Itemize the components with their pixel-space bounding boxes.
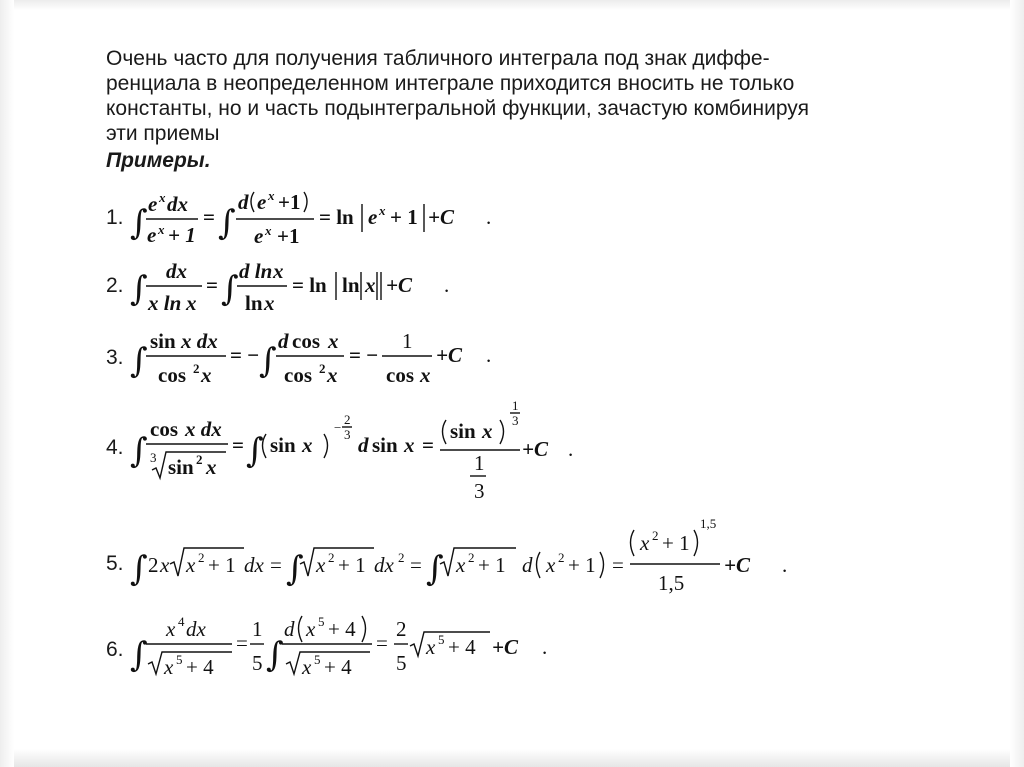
intro-paragraph bbox=[106, 46, 846, 146]
svg-text:x: x bbox=[546, 553, 556, 577]
svg-text:+C: +C bbox=[386, 273, 412, 297]
svg-text:x: x bbox=[159, 190, 166, 205]
svg-text:.: . bbox=[486, 205, 492, 229]
svg-text:= −: = − bbox=[230, 343, 260, 367]
svg-text:2: 2 bbox=[193, 361, 200, 376]
svg-text:5: 5 bbox=[176, 652, 183, 667]
svg-text:+ 1: + 1 bbox=[568, 553, 596, 577]
svg-text:x: x bbox=[316, 553, 326, 577]
svg-text:=: = bbox=[270, 553, 282, 577]
svg-text:x: x bbox=[456, 553, 466, 577]
example-number: 2. bbox=[106, 274, 124, 297]
svg-text:x: x bbox=[160, 553, 170, 577]
svg-text:x: x bbox=[186, 553, 196, 577]
svg-text:x dx: x dx bbox=[181, 329, 218, 353]
svg-text:sin: sin bbox=[168, 455, 194, 479]
svg-text:+ 1: + 1 bbox=[390, 205, 418, 229]
formula-4 bbox=[106, 398, 586, 506]
svg-text:+ 4: + 4 bbox=[448, 635, 476, 659]
svg-text:2: 2 bbox=[652, 528, 659, 543]
svg-text:5: 5 bbox=[438, 632, 445, 647]
svg-text:+1: +1 bbox=[278, 190, 301, 214]
svg-text:2: 2 bbox=[198, 550, 205, 565]
svg-text:=: = bbox=[206, 273, 218, 297]
formula-1 bbox=[106, 180, 526, 250]
svg-text:∫: ∫ bbox=[246, 431, 264, 471]
svg-text:=: = bbox=[232, 433, 244, 457]
svg-text:2: 2 bbox=[396, 617, 407, 641]
svg-text:e: e bbox=[257, 190, 267, 214]
svg-text:= −: = − bbox=[349, 343, 379, 367]
svg-text:1: 1 bbox=[402, 329, 413, 353]
svg-text:+C: +C bbox=[428, 205, 454, 229]
svg-text:x ln: x ln bbox=[148, 291, 182, 315]
svg-text:=: = bbox=[422, 433, 434, 457]
svg-text:= ln: = ln bbox=[292, 273, 327, 297]
svg-text:sin: sin bbox=[150, 329, 176, 353]
svg-text:x: x bbox=[426, 635, 436, 659]
svg-text:ln: ln bbox=[342, 273, 360, 297]
svg-text:d: d bbox=[358, 433, 369, 457]
formula-5 bbox=[106, 514, 796, 604]
svg-text:sin: sin bbox=[270, 433, 296, 457]
svg-text:3: 3 bbox=[512, 413, 519, 428]
intro-line: константы, но и часть подынтегральной функции, зачастую комбинируя bbox=[106, 97, 809, 120]
svg-text:x dx: x dx bbox=[185, 417, 222, 441]
svg-text:dx: dx bbox=[166, 259, 187, 283]
svg-text:+C: +C bbox=[492, 635, 518, 659]
slide-frame-right bbox=[1010, 0, 1024, 767]
svg-text:cos: cos bbox=[158, 363, 186, 387]
svg-text:x: x bbox=[186, 291, 197, 315]
svg-text:4: 4 bbox=[178, 614, 185, 629]
svg-text:e: e bbox=[148, 192, 158, 216]
svg-text:d: d bbox=[278, 329, 289, 353]
svg-text:x: x bbox=[164, 655, 174, 679]
svg-text:1: 1 bbox=[474, 451, 485, 475]
svg-text:+ 4: + 4 bbox=[328, 617, 356, 641]
svg-text:+ 1: + 1 bbox=[662, 531, 690, 555]
svg-text:2: 2 bbox=[344, 412, 351, 427]
svg-text:+ 1: + 1 bbox=[478, 553, 506, 577]
svg-text:x: x bbox=[640, 531, 650, 555]
svg-text:2: 2 bbox=[319, 361, 326, 376]
svg-text:x: x bbox=[264, 291, 275, 315]
svg-text:1: 1 bbox=[512, 398, 519, 413]
svg-text:cos: cos bbox=[284, 363, 312, 387]
svg-text:x: x bbox=[379, 203, 386, 218]
svg-text:∫: ∫ bbox=[266, 635, 284, 675]
svg-text:2: 2 bbox=[398, 550, 405, 565]
svg-text:∫: ∫ bbox=[130, 635, 148, 675]
intro-line: Очень часто для получения табличного интеграла под знак диффе- bbox=[106, 47, 770, 70]
svg-text:x: x bbox=[306, 617, 316, 641]
svg-text:=: = bbox=[410, 553, 422, 577]
svg-text:x: x bbox=[404, 433, 415, 457]
svg-text:e: e bbox=[147, 223, 157, 247]
svg-text:dx: dx bbox=[244, 553, 264, 577]
svg-text:+C: +C bbox=[724, 553, 750, 577]
svg-text:1: 1 bbox=[252, 617, 263, 641]
example-number: 4. bbox=[106, 436, 124, 459]
svg-text:.: . bbox=[444, 273, 450, 297]
svg-text:+C: +C bbox=[522, 437, 548, 461]
svg-text:dx: dx bbox=[374, 553, 394, 577]
formula-2 bbox=[106, 256, 486, 316]
svg-text:=: = bbox=[612, 553, 624, 577]
svg-text:x: x bbox=[273, 259, 284, 283]
svg-text:∫: ∫ bbox=[130, 431, 148, 471]
svg-text:cos: cos bbox=[150, 417, 178, 441]
svg-text:∫: ∫ bbox=[426, 549, 444, 589]
svg-text:∫: ∫ bbox=[130, 203, 148, 243]
svg-text:=: = bbox=[203, 205, 215, 229]
example-number: 3. bbox=[106, 346, 124, 369]
svg-text:3: 3 bbox=[474, 479, 485, 503]
svg-text:= ln: = ln bbox=[319, 205, 354, 229]
svg-text:dx: dx bbox=[186, 617, 206, 641]
formula-3 bbox=[106, 326, 526, 390]
svg-text:sin: sin bbox=[450, 419, 476, 443]
svg-text:sin: sin bbox=[372, 433, 398, 457]
svg-text:cos: cos bbox=[292, 329, 320, 353]
svg-text:1,5: 1,5 bbox=[700, 516, 717, 531]
svg-text:−: − bbox=[334, 420, 342, 435]
svg-text:d: d bbox=[284, 617, 295, 641]
svg-text:∫: ∫ bbox=[130, 549, 148, 589]
slide-frame-left bbox=[0, 0, 14, 767]
svg-text:=: = bbox=[236, 631, 248, 655]
svg-text:e: e bbox=[368, 205, 378, 229]
svg-text:2: 2 bbox=[196, 452, 203, 467]
svg-text:x: x bbox=[328, 329, 339, 353]
svg-text:∫: ∫ bbox=[259, 341, 277, 381]
svg-text:∫: ∫ bbox=[130, 269, 148, 309]
svg-text:x: x bbox=[201, 363, 212, 387]
svg-text:.: . bbox=[486, 343, 492, 367]
svg-text:5: 5 bbox=[318, 614, 325, 629]
svg-text:5: 5 bbox=[252, 651, 263, 675]
svg-text:∫: ∫ bbox=[221, 269, 239, 309]
formula-6 bbox=[106, 610, 566, 690]
svg-text:5: 5 bbox=[396, 651, 407, 675]
svg-text:5: 5 bbox=[314, 652, 321, 667]
svg-text:.: . bbox=[782, 553, 788, 577]
svg-text:3: 3 bbox=[150, 450, 157, 465]
svg-text:x: x bbox=[265, 223, 272, 238]
svg-text:∫: ∫ bbox=[130, 341, 148, 381]
svg-text:1,5: 1,5 bbox=[658, 571, 685, 595]
svg-text:2: 2 bbox=[328, 550, 335, 565]
svg-text:+1: +1 bbox=[277, 224, 300, 248]
intro-line: эти приемы bbox=[106, 122, 220, 145]
example-number: 6. bbox=[106, 638, 124, 661]
svg-text:+ 1: + 1 bbox=[168, 223, 196, 247]
svg-text:2: 2 bbox=[558, 550, 565, 565]
svg-text:cos: cos bbox=[386, 363, 414, 387]
svg-text:d: d bbox=[522, 553, 533, 577]
svg-text:+ 1: + 1 bbox=[208, 553, 236, 577]
svg-text:∫: ∫ bbox=[218, 203, 236, 243]
svg-text:dx: dx bbox=[167, 192, 188, 216]
svg-text:x: x bbox=[302, 433, 313, 457]
svg-text:2: 2 bbox=[148, 553, 159, 577]
svg-text:ln: ln bbox=[245, 291, 263, 315]
example-number: 1. bbox=[106, 206, 124, 229]
examples-heading: Примеры. bbox=[106, 149, 211, 172]
svg-text:x: x bbox=[365, 273, 376, 297]
svg-text:+C: +C bbox=[436, 343, 462, 367]
svg-text:x: x bbox=[327, 363, 338, 387]
svg-text:∫: ∫ bbox=[286, 549, 304, 589]
svg-text:+ 1: + 1 bbox=[338, 553, 366, 577]
svg-text:d ln: d ln bbox=[239, 259, 273, 283]
svg-text:x: x bbox=[420, 363, 431, 387]
svg-text:.: . bbox=[542, 635, 548, 659]
svg-text:x: x bbox=[166, 617, 176, 641]
example-number: 5. bbox=[106, 552, 124, 575]
slide-frame-top bbox=[0, 0, 1024, 10]
svg-text:x: x bbox=[268, 188, 275, 203]
slide-frame-bottom bbox=[0, 749, 1024, 767]
svg-text:x: x bbox=[206, 455, 217, 479]
svg-text:d: d bbox=[238, 190, 249, 214]
svg-text:e: e bbox=[254, 224, 264, 248]
svg-text:x: x bbox=[158, 222, 165, 237]
svg-text:=: = bbox=[376, 631, 388, 655]
svg-text:+ 4: + 4 bbox=[324, 655, 352, 679]
svg-text:x: x bbox=[482, 419, 493, 443]
intro-line: ренциала в неопределенном интеграле приходится вносить не только bbox=[106, 72, 795, 95]
svg-text:.: . bbox=[568, 437, 574, 461]
svg-text:+ 4: + 4 bbox=[186, 655, 214, 679]
svg-text:2: 2 bbox=[468, 550, 475, 565]
svg-text:3: 3 bbox=[344, 427, 351, 442]
svg-text:x: x bbox=[302, 655, 312, 679]
